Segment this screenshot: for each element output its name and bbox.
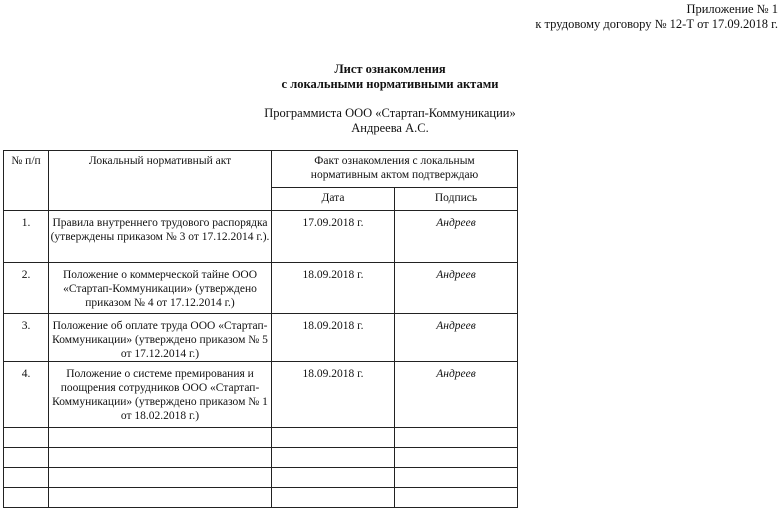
- empty-cell: [395, 468, 518, 488]
- empty-cell: [4, 468, 49, 488]
- empty-cell: [272, 428, 395, 448]
- empty-cell: [4, 428, 49, 448]
- appendix-line-2: к трудовому договору № 12-Т от 17.09.2018 г.: [535, 17, 778, 31]
- employee-info: [0, 106, 780, 136]
- employee-name: Андреева А.С.: [351, 121, 429, 135]
- document-title: [0, 62, 780, 92]
- row-num: 2.: [4, 263, 49, 314]
- row-act: Положение о коммерческой тайне ООО «Стартап-Коммуникации» (утверждено приказом № 4 от 17.12.2014 г.): [49, 263, 272, 314]
- empty-cell: [272, 468, 395, 488]
- header-fact: Факт ознакомления с локальным нормативным актом подтверждаю: [272, 151, 518, 188]
- header-num: № п/п: [4, 151, 49, 211]
- title-line-1: Лист ознакомления: [334, 62, 446, 76]
- appendix-note: [535, 2, 778, 32]
- header-signature: Подпись: [395, 188, 518, 211]
- empty-row: [4, 468, 518, 488]
- empty-cell: [272, 448, 395, 468]
- row-date: 18.09.2018 г.: [272, 362, 395, 428]
- row-num: 3.: [4, 314, 49, 362]
- acknowledgement-table: [3, 150, 518, 508]
- empty-cell: [49, 428, 272, 448]
- row-date: 17.09.2018 г.: [272, 211, 395, 263]
- empty-cell: [395, 448, 518, 468]
- header-act: Локальный нормативный акт: [49, 151, 272, 211]
- row-signature: Андреев: [395, 362, 518, 428]
- row-num: 4.: [4, 362, 49, 428]
- row-signature: Андреев: [395, 263, 518, 314]
- empty-row: [4, 488, 518, 508]
- header-date: Дата: [272, 188, 395, 211]
- row-date: 18.09.2018 г.: [272, 263, 395, 314]
- empty-cell: [49, 468, 272, 488]
- table-row: [4, 362, 518, 428]
- empty-cell: [4, 488, 49, 508]
- row-signature: Андреев: [395, 211, 518, 263]
- row-act: Положение о системе премирования и поощрения сотрудников ООО «Стартап-Коммуникации» (утверждено приказом № 1 от 18.02.2018 г.): [49, 362, 272, 428]
- row-date: 18.09.2018 г.: [272, 314, 395, 362]
- row-num: 1.: [4, 211, 49, 263]
- appendix-line-1: Приложение № 1: [686, 2, 778, 16]
- header-row: [4, 151, 518, 188]
- empty-cell: [4, 448, 49, 468]
- empty-cell: [272, 488, 395, 508]
- table-row: [4, 314, 518, 362]
- empty-row: [4, 448, 518, 468]
- table-row: [4, 263, 518, 314]
- empty-row: [4, 428, 518, 448]
- row-act: Правила внутреннего трудового распорядка (утверждены приказом № 3 от 17.12.2014 г.).: [49, 211, 272, 263]
- empty-cell: [49, 488, 272, 508]
- row-signature: Андреев: [395, 314, 518, 362]
- row-act: Положение об оплате труда ООО «Стартап-Коммуникации» (утверждено приказом № 5 от 17.12.2014 г.): [49, 314, 272, 362]
- empty-cell: [395, 428, 518, 448]
- employee-position: Программиста ООО «Стартап-Коммуникации»: [264, 106, 516, 120]
- empty-cell: [395, 488, 518, 508]
- empty-cell: [49, 448, 272, 468]
- table-row: [4, 211, 518, 263]
- title-line-2: с локальными нормативными актами: [281, 77, 499, 91]
